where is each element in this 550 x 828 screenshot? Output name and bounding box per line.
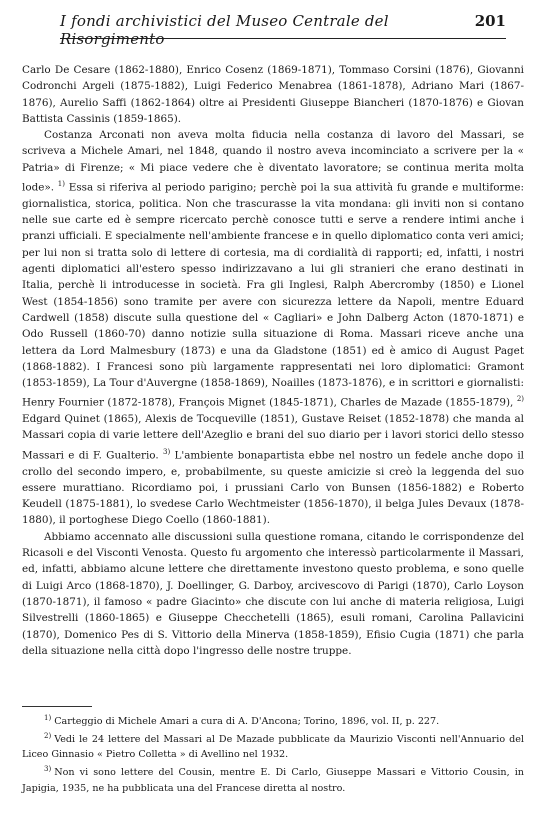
running-header: [60, 12, 506, 48]
paragraph: Abbiamo accennato alle discussioni sulla questione romana, citando le corrispondenze del Ricasoli e del Visconti Venosta. Questo fu argomento che interessò particolarmente il Massari, ed, infatti, abbiamo alcune lettere che direttamente investono questo problema, e sono quelle di Luigi Arco (1868-1870), J. Doellinger, G. Darboy, arcivescovo di Parigi (1870), Carlo Loyson (1870-1871), il famoso « padre Giacinto» che discute con lui anche di materia religiosa, Luigi Silvestrelli (1860-1865) e Giuseppe Checchetelli (1865), esuli romani, Carolina Pallavicini (1870), Domenico Pes di S. Vittorio della Minerva (1858-1859), Efisio Cugia (1871) che parla della situazione nella città dopo l'ingresso delle nostre truppe.: [22, 530, 524, 657]
paragraph-text: Essa si riferiva al periodo parigino; perchè poi la sua attività fu grande e multiforme: giornalistica, storica, politica. Non che trascurasse la vita mondana: gli inviti non si contano nelle sue carte ed è sempre ricercato perchè conosce tutti e serve a rendere intimi anche i pranzi ufficiali. E specialmente nell'ambiente francese e in quello diplomatico conta veri amici; per lui non si tratta solo di lettere di cortesia, ma di cordialità di rapporti; ed, infatti, i nostri agenti diplomatici all'estero spesso indirizzavano a lui gli stranieri che erano destinati in Italia, perchè li introducesse in società. Fra gli Inglesi, Ralph Abercromby (1850) e Lionel West (1854-1856) sono tramite per avere con sicurezza lettere da Napoli, mentre Eduard Cardwell (1858) discute sulla questione del « Cagliari» e John Dalberg Acton (1870-1871) e Odo Russell (1860-70) danno notizie sulla situazione di Roma. Massari riceve anche una lettera da Lord Malmesbury (1873) e una da Gladstone (1851) ed è amico di August Paget (1868-1882). I Francesi sono più largamente rappresentati nei loro diplomatici: Gramont (1853-1859), La Tour d'Auvergne (1858-1869), Noailles (1873-1876), e in scrittori e giornalisti: Henry Fournier (1872-1878), François Mignet (1845-1871), Charles de Mazade (1855-1879),: [22, 181, 524, 409]
footnotes: [22, 700, 524, 796]
body-text: [22, 62, 524, 659]
footnote-ref: 3): [162, 447, 171, 456]
footnote-number: 1): [44, 714, 52, 722]
paragraph-text: Costanza Arconati non aveva molta fiducia nella costanza di lavoro del Massari, se scriveva a Michele Amari, nel 1848, quando il nostro aveva incominciato a scrivere per la « Patria» di Firenze; « Mi piace vedere che è diventato lavoratore; se continua merita molta lode».: [22, 129, 524, 194]
paragraph-text: L'ambiente bonapartista ebbe nel nostro un fedele anche dopo il crollo del secondo impero, e, probabilmente, su queste amicizie si creò la leggenda del suo essere murattiano. Ricordiamo poi, i prussiani Carlo von Bunsen (1856-1882) e Roberto Keudell (1875-1881), lo svedese Carlo Wechtmeister (1856-1870), il belga Jules Devaux (1878-1880), il portoghese Diego Coello (1860-1881).: [22, 449, 524, 527]
page-number: 201: [474, 12, 506, 30]
footnote-ref: 2): [516, 395, 524, 404]
footnote: [22, 711, 524, 729]
footnote-number: 3): [44, 765, 52, 774]
footnote-text: Non vi sono lettere del Cousin, mentre E. Di Carlo, Giuseppe Massari e Vittorio Cousin, in Japigia, 1935, ne ha pubblicata una del Francese diretta al nostro.: [22, 767, 524, 794]
footnote-ref: 1): [57, 180, 65, 189]
footnote-divider: [22, 706, 92, 707]
footnote: [22, 762, 524, 795]
footnote-text: Carteggio di Michele Amari a cura di A. D'Ancona; Torino, 1896, vol. II, p. 227.: [54, 716, 440, 728]
paragraph-text: Edgard Quinet (1865), Alexis de Tocqueville (1851), Gustave Reiset (1852-1878) che manda al Massari copia di varie lettere dell'Azeglio e brani del suo diario per i lavori storici dello stesso Massari e di F. Gualterio.: [22, 413, 524, 462]
footnote: [22, 729, 524, 762]
paragraph: Carlo De Cesare (1862-1880), Enrico Cosenz (1869-1871), Tommaso Corsini (1876), Giovanni Codronchi Argeli (1875-1882), Luigi Federico Menabrea (1861-1878), Adriano Mari (1867-1876), Aurelio Saffi (1862-1864) oltre ai Presidenti Giuseppe Biancheri (1870-1876) e Giovan Battista Cassinis (1859-1865).: [22, 64, 524, 125]
footnote-number: 2): [44, 732, 52, 741]
paragraph: [22, 127, 524, 529]
running-title: I fondi archivistici del Museo Centrale del Risorgimento: [60, 12, 389, 48]
footnote-text: Vedi le 24 lettere del Massari al De Mazade pubblicate da Maurizio Visconti nell'Annuario del Liceo Ginnasio « Pietro Colletta » di Avellino nel 1932.: [22, 734, 524, 761]
